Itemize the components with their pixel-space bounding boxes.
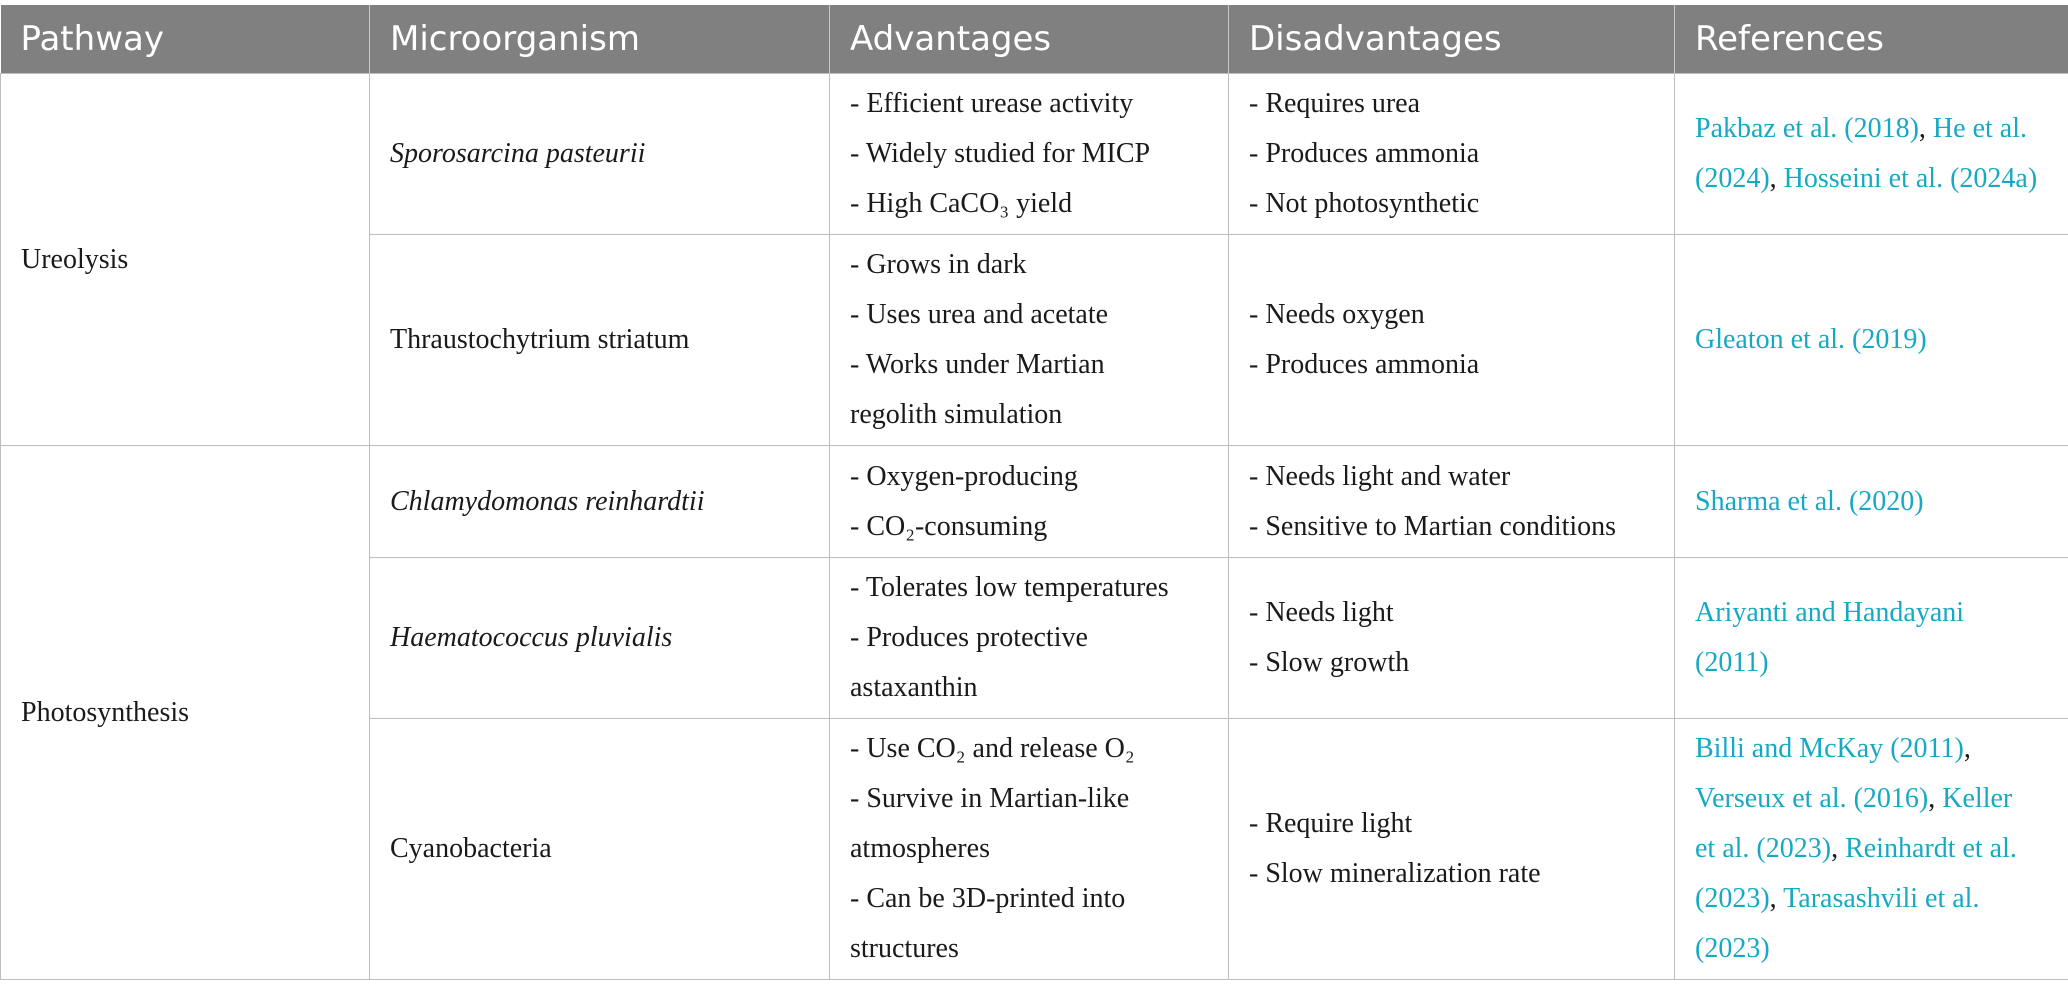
references-cell: Pakbaz et al. (2018), He et al. (2024), Hosseini et al. (2024a) xyxy=(1675,74,2068,235)
organism-name: Chlamydomonas reinhardtii xyxy=(390,485,705,517)
reference-link[interactable]: Billi and McKay (2011) xyxy=(1695,733,1964,764)
advantage-item: - Efficient urease activity xyxy=(850,88,1134,119)
advantage-item: - Can be 3D-printed into xyxy=(850,883,1126,914)
reference-link[interactable]: He et al. xyxy=(1932,113,2027,144)
reference-link[interactable]: Verseux et al. (2016) xyxy=(1695,783,1929,814)
references-cell: Billi and McKay (2011), Verseux et al. (2016), Keller et al. (2023), Reinhardt et al. (2023), Tarasashvili et al. (2023) xyxy=(1675,719,2068,980)
reference-link[interactable]: Ariyanti and Handayani xyxy=(1695,597,1965,628)
advantage-item: - Works under Martian xyxy=(850,349,1105,380)
disadvantage-item: - Sensitive to Martian conditions xyxy=(1249,510,1617,542)
advantage-item: - Survive in Martian-like xyxy=(850,783,1130,814)
advantage-item: structures xyxy=(850,933,959,964)
reference-link[interactable]: (2011) xyxy=(1695,647,1769,678)
disadvantages-cell xyxy=(1229,446,1675,558)
table-row xyxy=(1,446,2068,558)
pathway-cell-ureolysis: Ureolysis xyxy=(1,74,370,446)
disadvantage-item: - Require light xyxy=(1249,808,1413,839)
table-row xyxy=(1,74,2068,235)
disadvantage-item: - Needs oxygen xyxy=(1249,299,1425,330)
advantages-cell xyxy=(830,74,1229,235)
advantage-item: atmospheres xyxy=(850,833,990,864)
organism-name: Cyanobacteria xyxy=(390,833,552,864)
organism-name: Haematococcus pluvialis xyxy=(390,622,673,653)
disadvantage-item: - Produces ammonia xyxy=(1249,349,1480,380)
table-header xyxy=(1,5,2068,74)
reference-link[interactable]: Reinhardt et al. xyxy=(1845,833,2017,864)
organism-cell xyxy=(370,719,830,980)
advantage-item: - Use CO₂ and release O₂ xyxy=(850,733,1135,764)
header-references: References xyxy=(1675,5,2068,74)
advantages-cell xyxy=(830,719,1229,980)
organism-name: Thraustochytrium striatum xyxy=(390,324,690,355)
disadvantage-item: - Requires urea xyxy=(1249,88,1421,119)
pathway-cell-photosynthesis: Photosynthesis xyxy=(1,446,370,980)
header-microorganism: Microorganism xyxy=(370,5,830,74)
advantage-item: astaxanthin xyxy=(850,672,978,703)
header-disadvantages: Disadvantages xyxy=(1229,5,1675,74)
microorganism-comparison-table xyxy=(0,5,2068,980)
advantages-cell xyxy=(830,558,1229,719)
advantage-item: - High CaCO₃ yield xyxy=(850,188,1073,219)
reference-link[interactable]: et al. (2023) xyxy=(1695,833,1832,864)
reference-link[interactable]: Sharma et al. (2020) xyxy=(1695,485,1924,517)
table-body xyxy=(1,74,2068,980)
references-cell xyxy=(1675,235,2068,446)
reference-link[interactable]: Tarasashvili et al. xyxy=(1783,883,1980,914)
reference-link[interactable]: (2023) xyxy=(1695,883,1770,914)
advantage-item: - Tolerates low temperatures xyxy=(850,572,1169,603)
organism-name: Sporosarcina pasteurii xyxy=(390,138,646,169)
advantages-cell xyxy=(830,235,1229,446)
disadvantage-item: - Produces ammonia xyxy=(1249,138,1480,169)
reference-link[interactable]: Gleaton et al. (2019) xyxy=(1695,324,1927,355)
reference-link[interactable]: Hosseini et al. (2024a) xyxy=(1783,163,2038,194)
header-pathway: Pathway xyxy=(1,5,370,74)
organism-cell xyxy=(370,558,830,719)
organism-cell xyxy=(370,446,830,558)
disadvantages-cell xyxy=(1229,74,1675,235)
reference-link[interactable]: Pakbaz et al. (2018) xyxy=(1695,113,1919,144)
advantages-cell xyxy=(830,446,1229,558)
advantage-item: regolith simulation xyxy=(850,399,1063,430)
advantage-item: - Produces protective xyxy=(850,622,1088,653)
advantage-item: - Widely studied for MICP xyxy=(850,138,1151,169)
disadvantages-cell xyxy=(1229,558,1675,719)
references-cell xyxy=(1675,558,2068,719)
organism-cell xyxy=(370,235,830,446)
organism-cell xyxy=(370,74,830,235)
reference-link[interactable]: Keller xyxy=(1942,783,2013,814)
disadvantages-cell xyxy=(1229,719,1675,980)
reference-link[interactable]: (2024) xyxy=(1695,163,1770,194)
header-advantages: Advantages xyxy=(830,5,1229,74)
disadvantage-item: - Slow mineralization rate xyxy=(1249,858,1541,889)
reference-link[interactable]: (2023) xyxy=(1695,933,1770,964)
references-cell xyxy=(1675,446,2068,558)
advantage-item: - Oxygen-producing xyxy=(850,460,1078,492)
disadvantage-item: - Not photosynthetic xyxy=(1249,188,1480,219)
disadvantage-item: - Slow growth xyxy=(1249,647,1410,678)
header-row xyxy=(1,5,2068,74)
disadvantage-item: - Needs light xyxy=(1249,597,1394,628)
advantage-item: - Uses urea and acetate xyxy=(850,299,1109,330)
disadvantages-cell xyxy=(1229,235,1675,446)
advantage-item: - CO₂-consuming xyxy=(850,510,1048,542)
disadvantage-item: - Needs light and water xyxy=(1249,460,1511,492)
advantage-item: - Grows in dark xyxy=(850,249,1027,280)
